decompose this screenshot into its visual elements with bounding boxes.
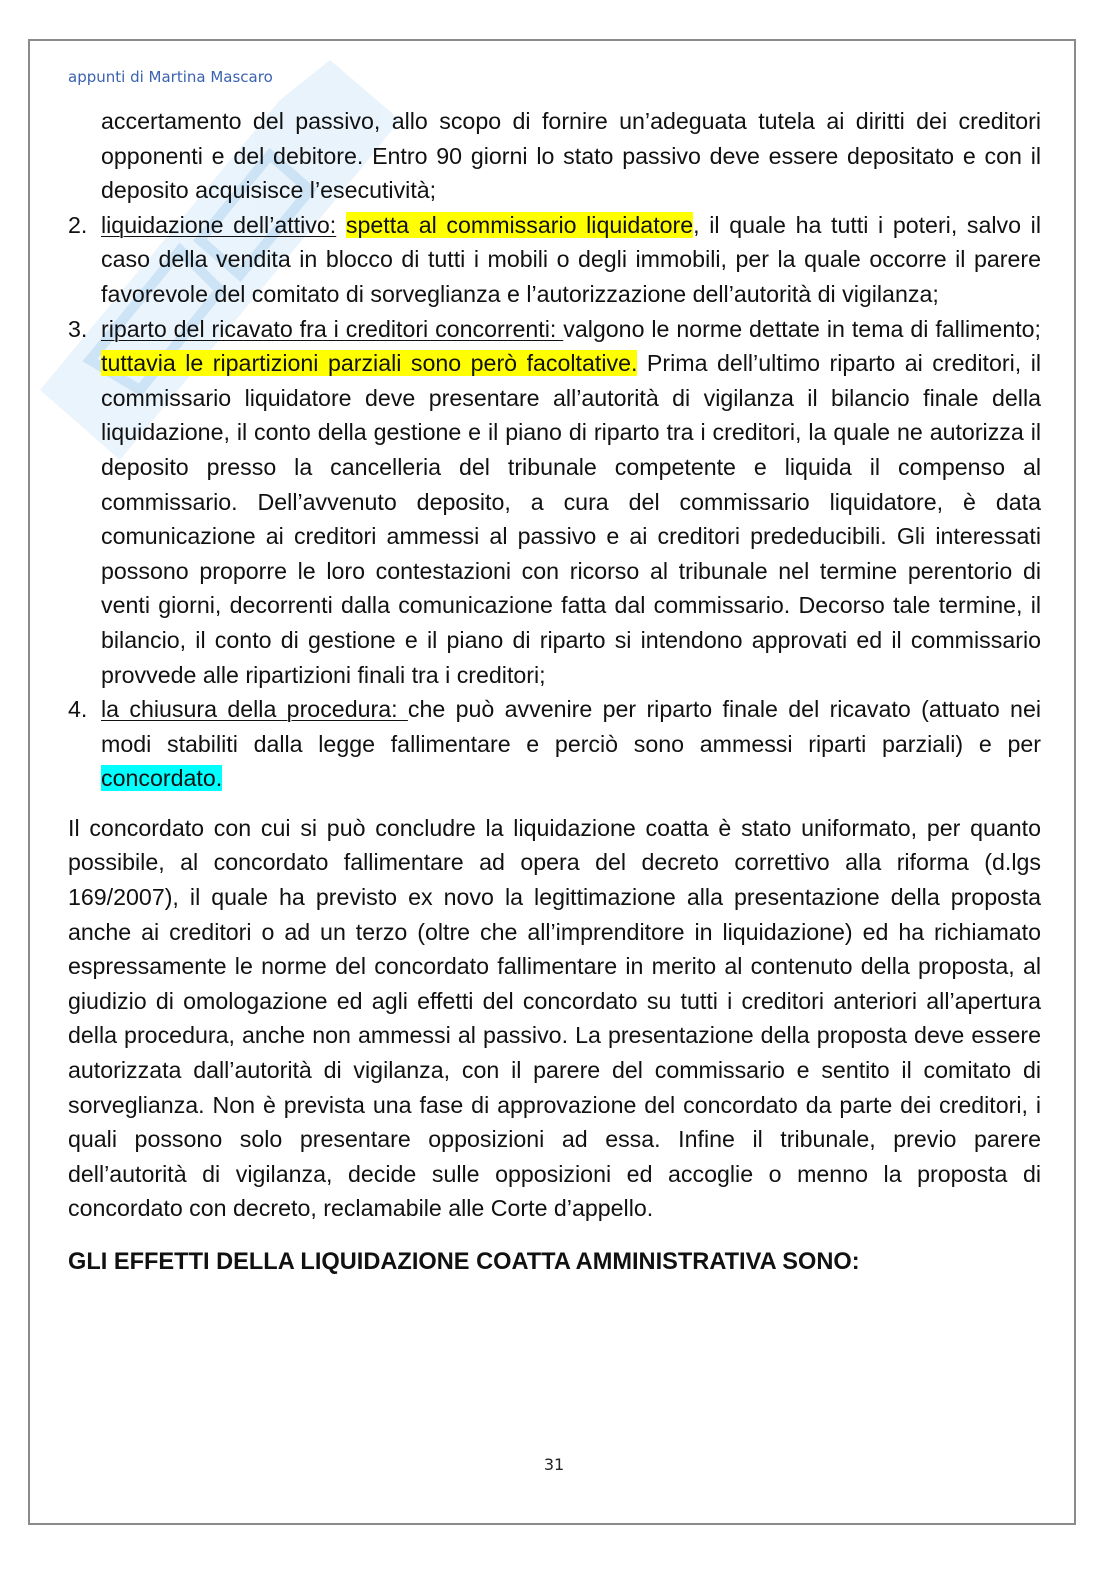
page-number: 31 <box>543 1455 565 1474</box>
list-item-title: liquidazione dell’attivo: <box>101 211 337 238</box>
list-marker: 4. <box>68 696 88 723</box>
list-item-text: che può avvenire per riparto finale del ricavato (attuato nei modi stabiliti dalla legge fallimentare e perciò sono ammessi riparti parziali) e per <box>101 696 1042 757</box>
document-header: appunti di Martina Mascaro <box>68 68 273 86</box>
list-item-3 <box>68 312 1041 693</box>
list-marker: 3. <box>68 315 88 342</box>
highlighted-text: spetta al commissario liquidatore <box>345 211 694 238</box>
section-heading: GLI EFFETTI DELLA LIQUIDAZIONE COATTA AMMINISTRATIVA SONO: <box>68 1249 860 1275</box>
highlighted-text: concordato. <box>101 765 223 792</box>
list-item-2 <box>68 208 1041 312</box>
highlighted-text: tuttavia le ripartizioni parziali sono però facoltative. <box>101 350 638 377</box>
list-item-title: riparto del ricavato fra i creditori concorrenti: <box>101 315 564 342</box>
list-item-4 <box>68 692 1041 796</box>
list-continuation-text: accertamento del passivo, allo scopo di fornire un’adeguata tutela ai diritti dei creditori opponenti e del debitore. Entro 90 giorni lo stato passivo deve essere depositato e con il deposito acquisisce l’esecutività; <box>101 108 1041 204</box>
list-item-text: valgono le norme dettate in tema di fallimento; <box>563 315 1042 342</box>
body-paragraph: Il concordato con cui si può concludre la liquidazione coatta è stato uniformato, per quanto possibile, al concordato fallimentare ad opera del decreto correttivo alla riforma (d.lgs 169/2007), il quale ha previsto ex novo la legittimazione alla presentazione della proposta anche ai creditori o ad un terzo (oltre che all’imprenditore in liquidazione) ed ha richiamato espressamente le norme del concordato fallimentare in merito al contenuto della proposta, al giudizio di omologazione ed agli effetti del concordato su tutti i creditori anteriori all’apertura della procedura, anche non ammessi al passivo. La presentazione della proposta deve essere autorizzata dall’autorità di vigilanza, con il parere del commissario e sentito il comitato di sorveglianza. Non è prevista una fase di approvazione del concordato da parte dei creditori, i quali possono solo presentare opposizioni ad essa. Infine il tribunale, previo parere dell’autorità di vigilanza, decide sulle opposizioni ed accoglie o menno la proposta di concordato con decreto, reclamabile alle Corte d’appello. <box>68 814 1041 1222</box>
list-item-continuation <box>68 104 1041 208</box>
numbered-list <box>68 104 1041 796</box>
document-body <box>68 104 1041 1280</box>
list-item-text: Prima dell’ultimo riparto ai creditori, il commissario liquidatore deve presentare all’autorità di vigilanza il bilancio finale della liquidazione, il conto della gestione e il piano di riparto tra i creditori, la quale ne autorizza il deposito presso la cancelleria del tribunale competente e liquida il compenso al commissario. Dell’avvenuto deposito, a cura del commissario liquidatore, è data comunicazione ai creditori ammessi al passivo e ai creditori prededucibili. Gli interessati possono proporre le loro contestazioni con ricorso al tribunale nel termine perentorio di venti giorni, decorrenti dalla comunicazione fatta dal commissario. Decorso tale termine, il bilancio, il conto di gestione e il piano di riparto si intendono approvati ed il commissario provvede alle ripartizioni finali tra i creditori; <box>101 350 1041 688</box>
list-item-title: la chiusura della procedura: <box>101 696 408 723</box>
list-item-text: , il quale ha tutti i poteri, salvo il caso della vendita in blocco di tutti i mobili o degli immobili, per la quale occorre il parere favorevole del comitato di sorveglianza e l’autorizzazione dell’autorità di vigilanza; <box>101 211 1041 307</box>
list-item-gap <box>336 212 346 238</box>
list-marker: 2. <box>68 211 88 238</box>
